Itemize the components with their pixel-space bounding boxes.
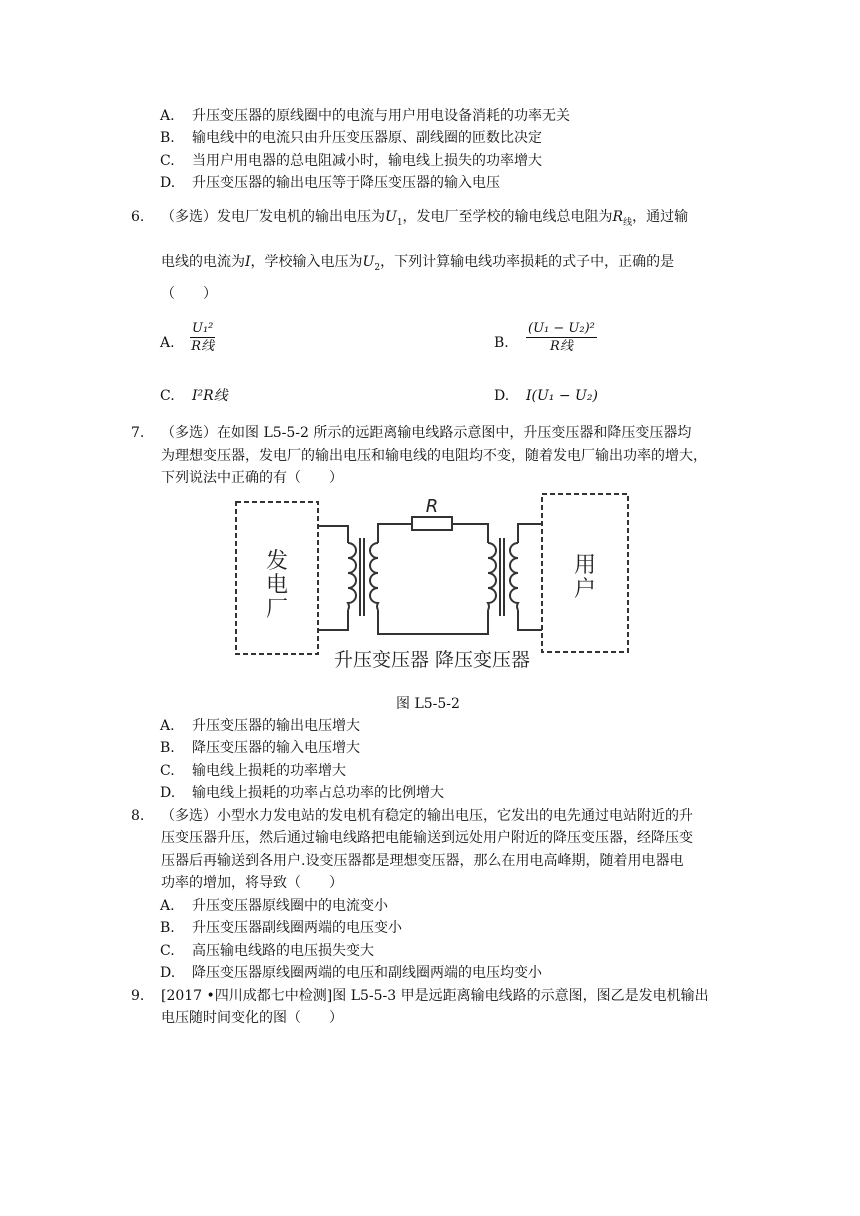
q5-option-b: B. 输电线中的电流只由升压变压器原、副线圈的匝数比决定 [160, 130, 542, 146]
q6-number: 6. [131, 209, 145, 225]
q8-option-c: C. 高压输电线路的电压损失变大 [160, 943, 374, 959]
figure-caption: 图 L5-5-2 [396, 696, 460, 712]
q7-option-b: B. 降压变压器的输入电压增大 [160, 740, 360, 756]
power-plant-label-2: 电 [265, 573, 289, 598]
q6-option-d: D. I(U₁ − U₂) [494, 388, 598, 404]
r-line-symbol: $R_线$ [612, 209, 633, 228]
q7-stem-line2: 为理想变压器，发电厂的输出电压和输电线的电阻均不变，随着发电厂输出功率的增大， [161, 448, 707, 464]
q7-stem-line3: 下列说法中正确的有（ ） [161, 470, 343, 486]
q5-option-d: D. 升压变压器的输出电压等于降压变压器的输入电压 [160, 175, 500, 191]
transformer-labels: 升压变压器 降压变压器 [333, 649, 531, 671]
transmission-circuit-diagram [230, 488, 636, 674]
q5-option-a: A. 升压变压器的原线圈中的电流与用户用电设备消耗的功率无关 [160, 108, 570, 124]
q6-option-a-label: A. [160, 335, 175, 351]
q7-option-a: A. 升压变压器的输出电压增大 [160, 718, 360, 734]
q6-stem-line1: （多选）发电厂发电机的输出电压为$U_1$，发电厂至学校的输电线总电阻为$R_线$，通过输 [161, 209, 689, 228]
u1-symbol: $U_1$ [385, 209, 403, 228]
user-label-1: 用 [573, 553, 597, 578]
q8-option-a: A. 升压变压器原线圈中的电流变小 [160, 898, 388, 914]
q8-option-d: D. 降压变压器原线圈两端的电压和副线圈两端的电压均变小 [160, 965, 542, 981]
resistor-label: R [425, 496, 439, 517]
power-plant-label-3: 厂 [265, 597, 289, 622]
q5-option-c: C. 当用户用电器的总电阻减小时，输电线上损失的功率增大 [160, 153, 542, 169]
q6-option-c: C. I²R线 [160, 388, 228, 404]
q7-number: 7. [131, 425, 145, 441]
q9-stem-line2: 电压随时间变化的图（ ） [161, 1010, 343, 1026]
q7-option-d: D. 输电线上损耗的功率占总功率的比例增大 [160, 785, 444, 801]
q6-option-a-fraction: U₁² R线 [191, 321, 215, 354]
power-plant-label-1: 发 [265, 549, 289, 574]
user-label-2: 户 [573, 577, 597, 602]
q9-stem-line1: [2017 •四川成都七中检测]图 L5-5-3 甲是远距离输电线路的示意图，图乙是发电机输出 [161, 988, 709, 1004]
q6-stem-line2: 电线的电流为I，学校输入电压为$U_2$，下列计算输电线功率损耗的式子中，正确的是 [161, 254, 675, 273]
q6-option-b-label: B. [494, 335, 509, 351]
q8-stem-line4: 功率的增加，将导致（ ） [161, 875, 343, 891]
q6-bracket: （ ） [161, 286, 217, 302]
q8-option-b: B. 升压变压器副线圈两端的电压变小 [160, 920, 402, 936]
q7-stem-line1: （多选）在如图 L5-5-2 所示的远距离输电线路示意图中，升压变压器和降压变压器均 [161, 425, 692, 441]
q7-option-c: C. 输电线上损耗的功率增大 [160, 763, 346, 779]
q8-stem-line3: 压器后再输送到各用户.设变压器都是理想变压器，那么在用电高峰期，随着用电器电 [161, 853, 684, 869]
q8-number: 8. [131, 808, 145, 824]
q6-option-b-fraction: (U₁ − U₂)² R线 [528, 321, 595, 354]
q8-stem-line1: （多选）小型水力发电站的发电机有稳定的输出电压，它发出的电先通过电站附近的升 [161, 808, 693, 824]
q8-stem-line2: 压变压器升压，然后通过输电线路把电能输送到远处用户附近的降压变压器，经降压变 [161, 830, 693, 846]
q9-number: 9. [131, 988, 145, 1004]
resistor-r [412, 517, 452, 530]
